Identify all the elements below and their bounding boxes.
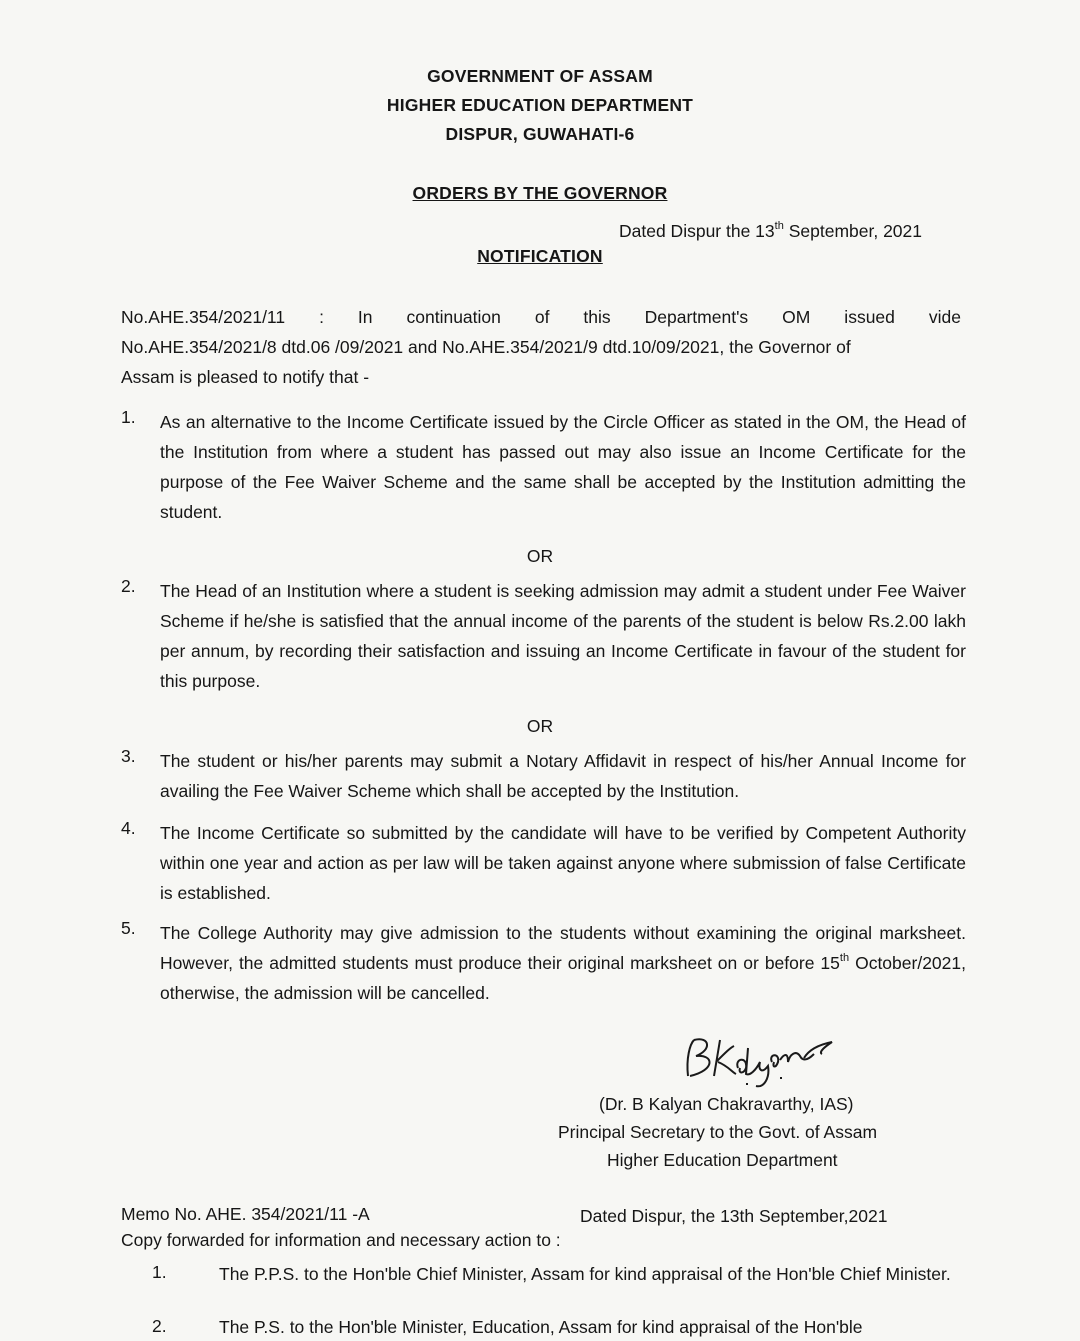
list-item: The student or his/her parents may submit a Notary Affidavit in respect of his/her Annual Income for availing the Fee Waiver Scheme which shall be accepted by the Institution. [160, 751, 966, 801]
list-item: As an alternative to the Income Certificate issued by the Circle Officer as stated in the OM, the Head of the Institution from where a student has passed out may also issue an Income Certificate for the purpose of the Fee Waiver Scheme and the same shall be accepted by the Institution admitting the student. [160, 412, 966, 522]
intro-line-2: No.AHE.354/2021/8 dtd.06 /09/2021 and No.AHE.354/2021/9 dtd.10/09/2021, the Governor of [121, 337, 851, 357]
notification-title: NOTIFICATION [477, 246, 603, 266]
or-separator: OR [526, 716, 554, 736]
signatory-name: (Dr. B Kalyan Chakravarthy, IAS) [599, 1094, 854, 1114]
signatory-department: Higher Education Department [607, 1150, 838, 1170]
item-number: 2. [121, 576, 136, 596]
orders-title: ORDERS BY THE GOVERNOR [412, 183, 668, 203]
copy-item: The P.P.S. to the Hon'ble Chief Minister, Assam for kind appraisal of the Hon'ble Chief Minister. [219, 1264, 951, 1284]
intro-line-3: Assam is pleased to notify that - [121, 367, 370, 387]
list-item: The Head of an Institution where a student is seeking admission may admit a student under Fee Waiver Scheme if he/she is satisfied that the annual income of the parents of the student is below Rs.2.00 lakh per annum, by recording their satisfaction and issuing an Income Certificate in favour of the student for this purpose. [160, 581, 966, 691]
item-number: 5. [121, 918, 136, 938]
copy-item-number: 1. [152, 1262, 167, 1282]
notification-date: Dated Dispur the 13th September, 2021 [619, 220, 922, 241]
item-number: 1. [121, 407, 136, 427]
list-item: The Income Certificate so submitted by the candidate will have to be verified by Competent Authority within one year and action as per law will be taken against anyone where submission of false Certificate is established. [160, 823, 966, 903]
header-government: GOVERNMENT OF ASSAM [427, 66, 653, 86]
intro-paragraph [121, 302, 961, 392]
list-item: The College Authority may give admission to the students without examining the original marksheet. However, the admitted students must produce their original marksheet on or before 15th October/2021, otherwise, the admission will be cancelled. [160, 923, 966, 1003]
header-department: HIGHER EDUCATION DEPARTMENT [386, 95, 694, 115]
copy-forward-line: Copy forwarded for information and necessary action to : [121, 1230, 561, 1250]
signatory-designation: Principal Secretary to the Govt. of Assam [558, 1122, 878, 1142]
or-separator: OR [526, 546, 554, 566]
copy-item-number: 2. [152, 1316, 167, 1336]
item-number: 4. [121, 818, 136, 838]
header-address: DISPUR, GUWAHATI-6 [445, 124, 635, 144]
copy-item: The P.S. to the Hon'ble Minister, Education, Assam for kind appraisal of the Hon'ble [219, 1317, 863, 1337]
notification-number: No.AHE.354/2021/11 : [121, 307, 324, 327]
memo-number: Memo No. AHE. 354/2021/11 -A [121, 1204, 370, 1224]
memo-date: Dated Dispur, the 13th September,2021 [580, 1206, 888, 1226]
signature-image [676, 1018, 846, 1090]
item-number: 3. [121, 746, 136, 766]
intro-line-1: No.AHE.354/2021/11 : In continuation of this Department's OM issued vide [121, 307, 961, 327]
